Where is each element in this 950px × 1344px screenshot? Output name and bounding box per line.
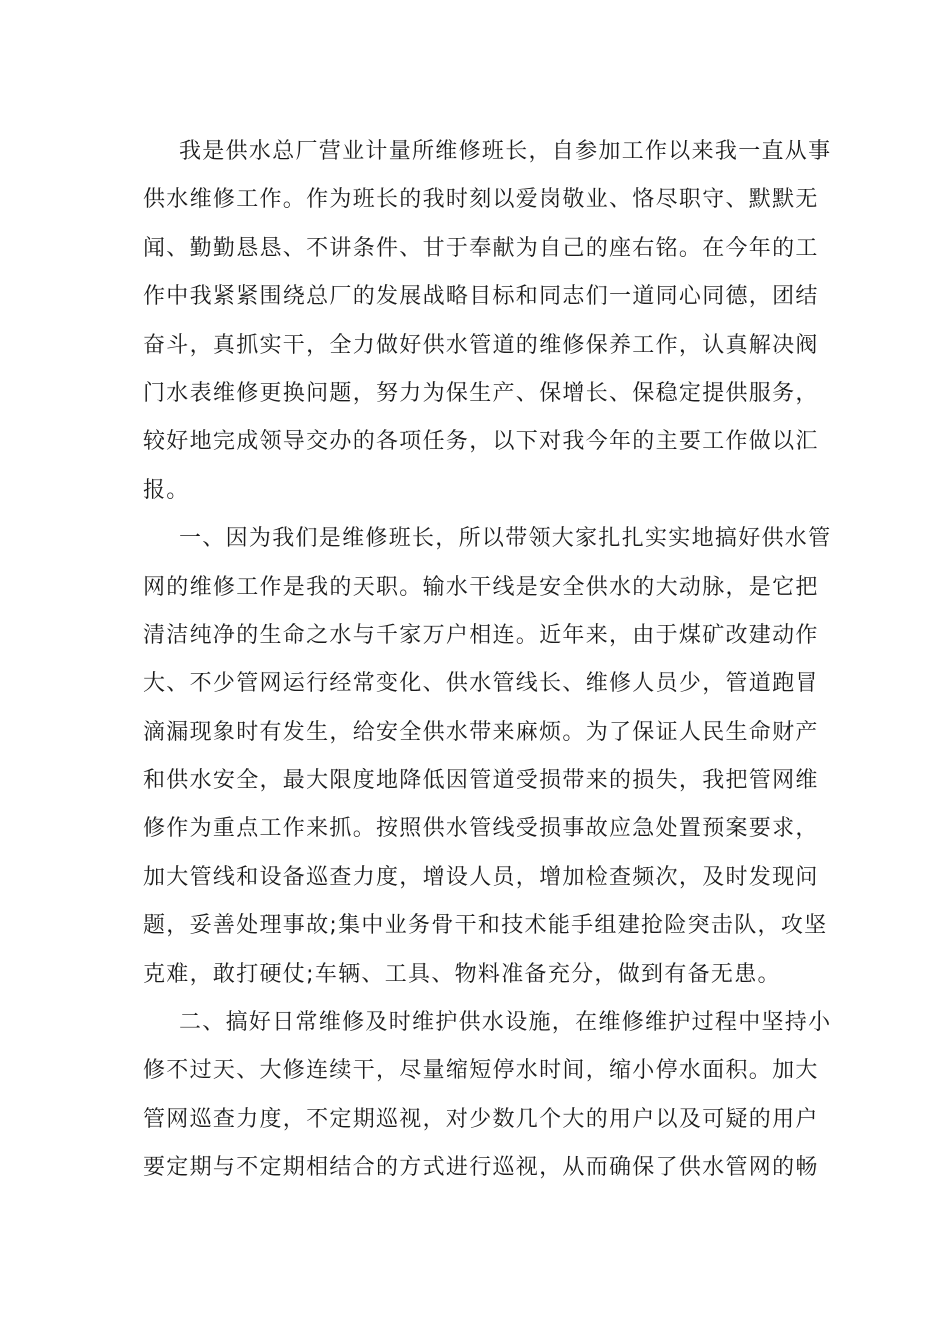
paragraph-1-line-1: 我是供水总厂营业计量所维修班长，自参加工作以来我一直从事 (179, 139, 832, 164)
paragraph-2-line-5: 滴漏现象时有发生，给安全供水带来麻烦。为了保证人民生命财产 (143, 719, 819, 745)
paragraph-1-line-8: 报。 (143, 477, 190, 503)
paragraph-1-line-6: 门水表维修更换问题，努力为保生产、保增长、保稳定提供服务， (143, 380, 819, 406)
paragraph-2-line-4: 大、不少管网运行经常变化、供水管线长、维修人员少，管道跑冒 (143, 671, 819, 697)
paragraph-2-line-8: 加大管线和设备巡查力度，增设人员，增加检查频次，及时发现问 (143, 864, 819, 890)
paragraph-1-line-5: 奋斗，真抓实干，全力做好供水管道的维修保养工作，认真解决阀 (143, 332, 819, 358)
paragraph-2-line-3: 清洁纯净的生命之水与千家万户相连。近年来，由于煤矿改建动作 (143, 622, 819, 648)
paragraph-1-line-7: 较好地完成领导交办的各项任务，以下对我今年的主要工作做以汇 (143, 429, 819, 455)
paragraph-2-line-10: 克难，敢打硬仗;车辆、工具、物料准备充分，做到有备无患。 (143, 961, 781, 987)
paragraph-3-line-2: 修不过天、大修连续干，尽量缩短停水时间，缩小停水面积。加大 (143, 1058, 819, 1084)
paragraph-1-line-4: 作中我紧紧围绕总厂的发展战略目标和同志们一道同心同德，团结 (143, 284, 819, 310)
paragraph-2-line-9: 题，妥善处理事故;集中业务骨干和技术能手组建抢险突击队，攻坚 (143, 913, 828, 939)
paragraph-2-line-6: 和供水安全，最大限度地降低因管道受损带来的损失，我把管网维 (143, 768, 819, 794)
paragraph-3-line-4: 要定期与不定期相结合的方式进行巡视，从而确保了供水管网的畅 (143, 1155, 819, 1181)
paragraph-1-line-2: 供水维修工作。作为班长的我时刻以爱岗敬业、恪尽职守、默默无 (143, 187, 819, 213)
paragraph-3-line-3: 管网巡查力度，不定期巡视，对少数几个大的用户以及可疑的用户 (143, 1106, 819, 1132)
paragraph-2-line-1: 一、因为我们是维修班长，所以带领大家扎扎实实地搞好供水管 (179, 526, 832, 552)
paragraph-3-line-1: 二、搞好日常维修及时维护供水设施，在维修维护过程中坚持小 (179, 1010, 832, 1036)
document-body (143, 128, 832, 1193)
paragraph-2-line-7: 修作为重点工作来抓。按照供水管线受损事故应急处置预案要求， (143, 816, 819, 842)
paragraph-2-line-2: 网的维修工作是我的天职。输水干线是安全供水的大动脉，是它把 (143, 574, 819, 600)
paragraph-1-line-3: 闻、勤勤恳恳、不讲条件、甘于奉献为自己的座右铭。在今年的工 (143, 235, 819, 261)
